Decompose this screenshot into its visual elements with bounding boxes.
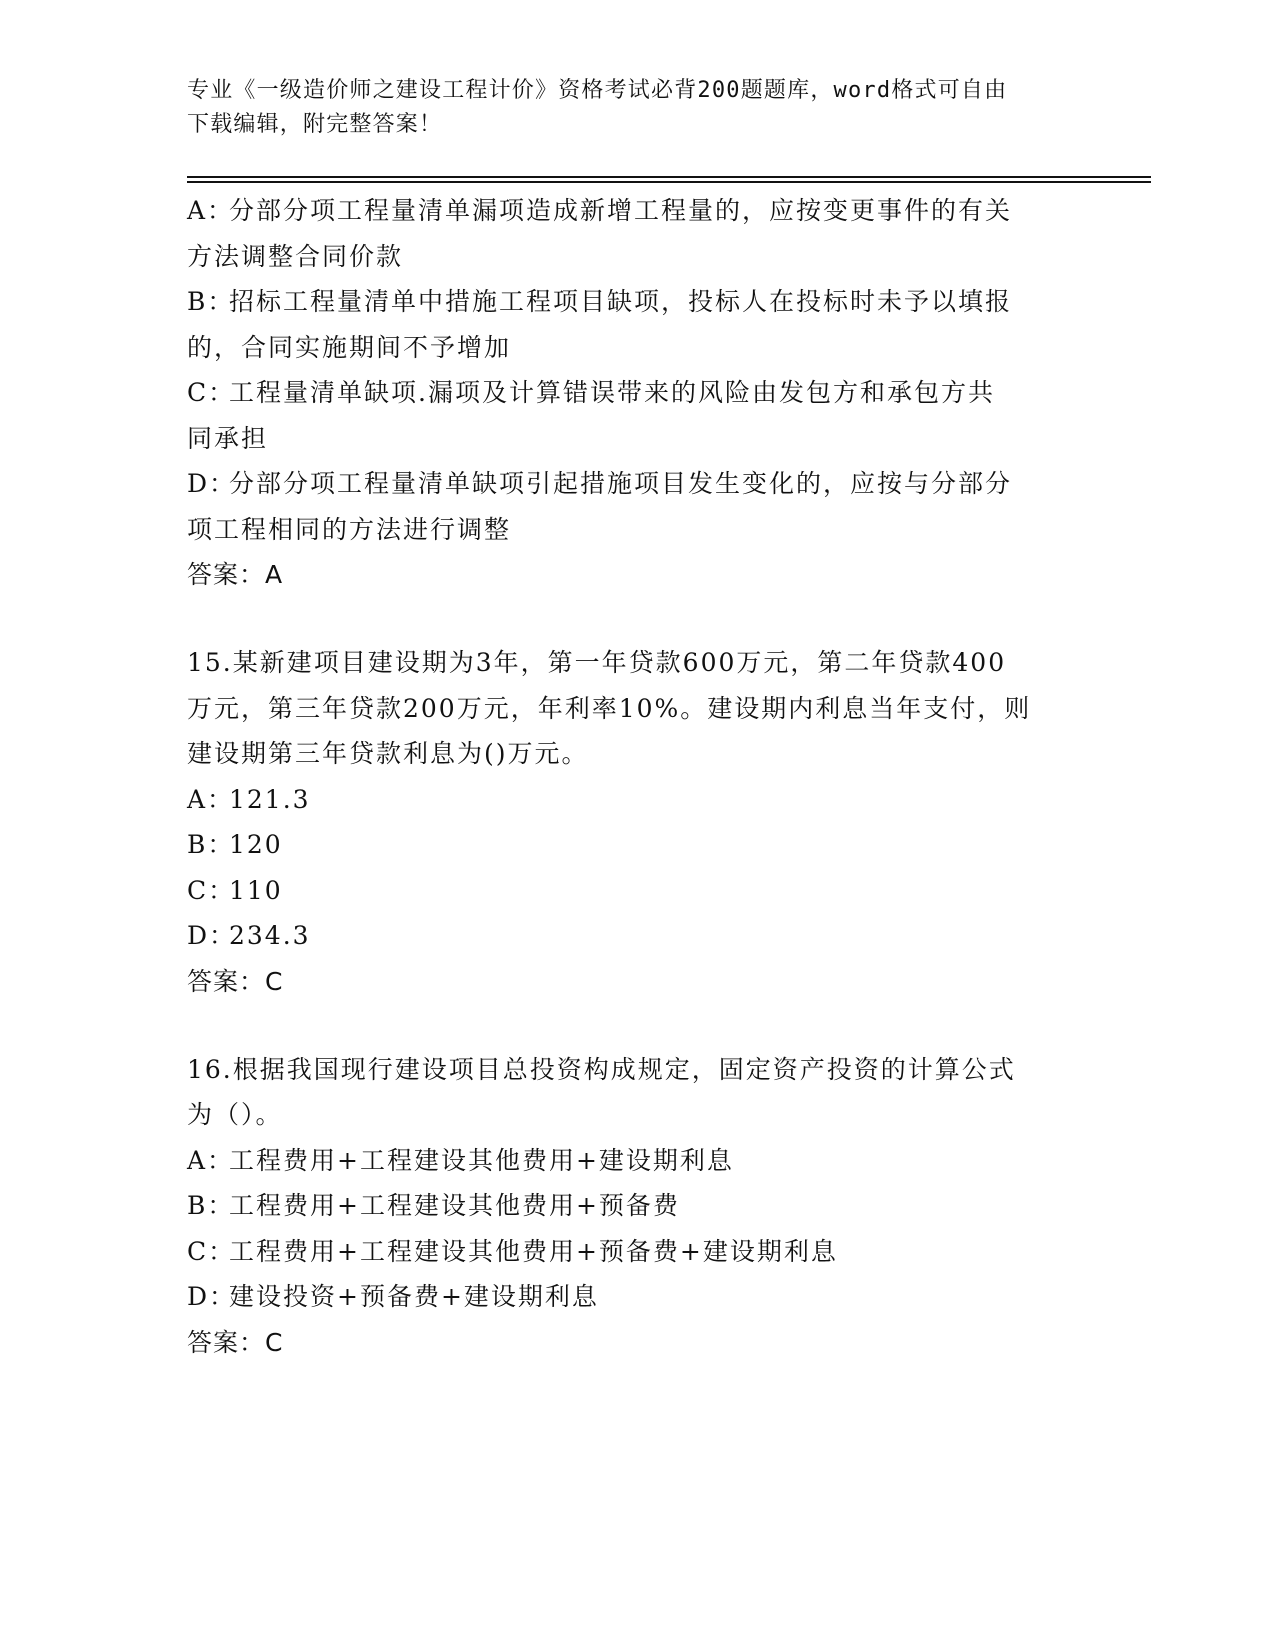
- option-b: B：招标工程量清单中措施工程项目缺项，投标人在投标时未予以填报: [187, 287, 1013, 316]
- answer-line: 答案：C: [187, 1327, 284, 1357]
- answer-line: 答案：A: [187, 560, 284, 589]
- question-15-block: [187, 640, 1087, 1005]
- question-16-stem-line-2: 为（）。: [187, 1100, 283, 1129]
- header-rule-bottom: [187, 181, 1151, 183]
- question-14-block: [187, 188, 1087, 598]
- option-d-continued: 项工程相同的方法进行调整: [187, 514, 512, 544]
- option-d: D：分部分项工程量清单缺项引起措施项目发生变化的，应按与分部分: [187, 469, 1013, 498]
- option-c: C：工程费用+工程建设其他费用+预备费+建设期利息: [187, 1236, 838, 1266]
- document-header: [187, 74, 1087, 142]
- option-b: B：工程费用+工程建设其他费用+预备费: [187, 1191, 680, 1220]
- option-b-continued: 的，合同实施期间不予增加: [187, 332, 512, 362]
- answer-line: 答案：C: [187, 966, 284, 996]
- question-15-stem-line-3: 建设期第三年贷款利息为()万元。: [187, 739, 589, 768]
- question-15-stem-line-2: 万元，第三年贷款200万元，年利率10%。建设期内利息当年支付，则: [187, 693, 1032, 723]
- option-c-continued: 同承担: [187, 423, 269, 453]
- option-a: A：121.3: [187, 784, 311, 814]
- option-a: A：分部分项工程量清单漏项造成新增工程量的，应按变更事件的有关: [187, 196, 1013, 225]
- header-line-2: 下载编辑，附完整答案！: [187, 112, 443, 137]
- question-16-block: [187, 1047, 1087, 1366]
- header-line-1: 专业《一级造价师之建设工程计价》资格考试必背200题题库，word格式可自由: [187, 78, 1008, 103]
- document-body: [187, 188, 1087, 1366]
- question-16-stem: [187, 1047, 1087, 1138]
- header-rule-top: [187, 176, 1151, 178]
- question-16-stem-line-1: 16.根据我国现行建设项目总投资构成规定，固定资产投资的计算公式: [187, 1054, 1016, 1084]
- option-d: D：234.3: [187, 921, 311, 950]
- option-d: D：建设投资+预备费+建设期利息: [187, 1282, 599, 1311]
- option-b: B：120: [187, 830, 283, 859]
- option-c: C：工程量清单缺项.漏项及计算错误带来的风险由发包方和承包方共: [187, 378, 995, 407]
- question-15-stem-line-1: 15.某新建项目建设期为3年，第一年贷款600万元，第二年贷款400: [187, 648, 1007, 677]
- option-a-continued: 方法调整合同价款: [187, 241, 404, 271]
- option-a: A：工程费用+工程建设其他费用+建设期利息: [187, 1145, 734, 1175]
- option-c: C：110: [187, 875, 283, 905]
- question-15-stem: [187, 640, 1087, 777]
